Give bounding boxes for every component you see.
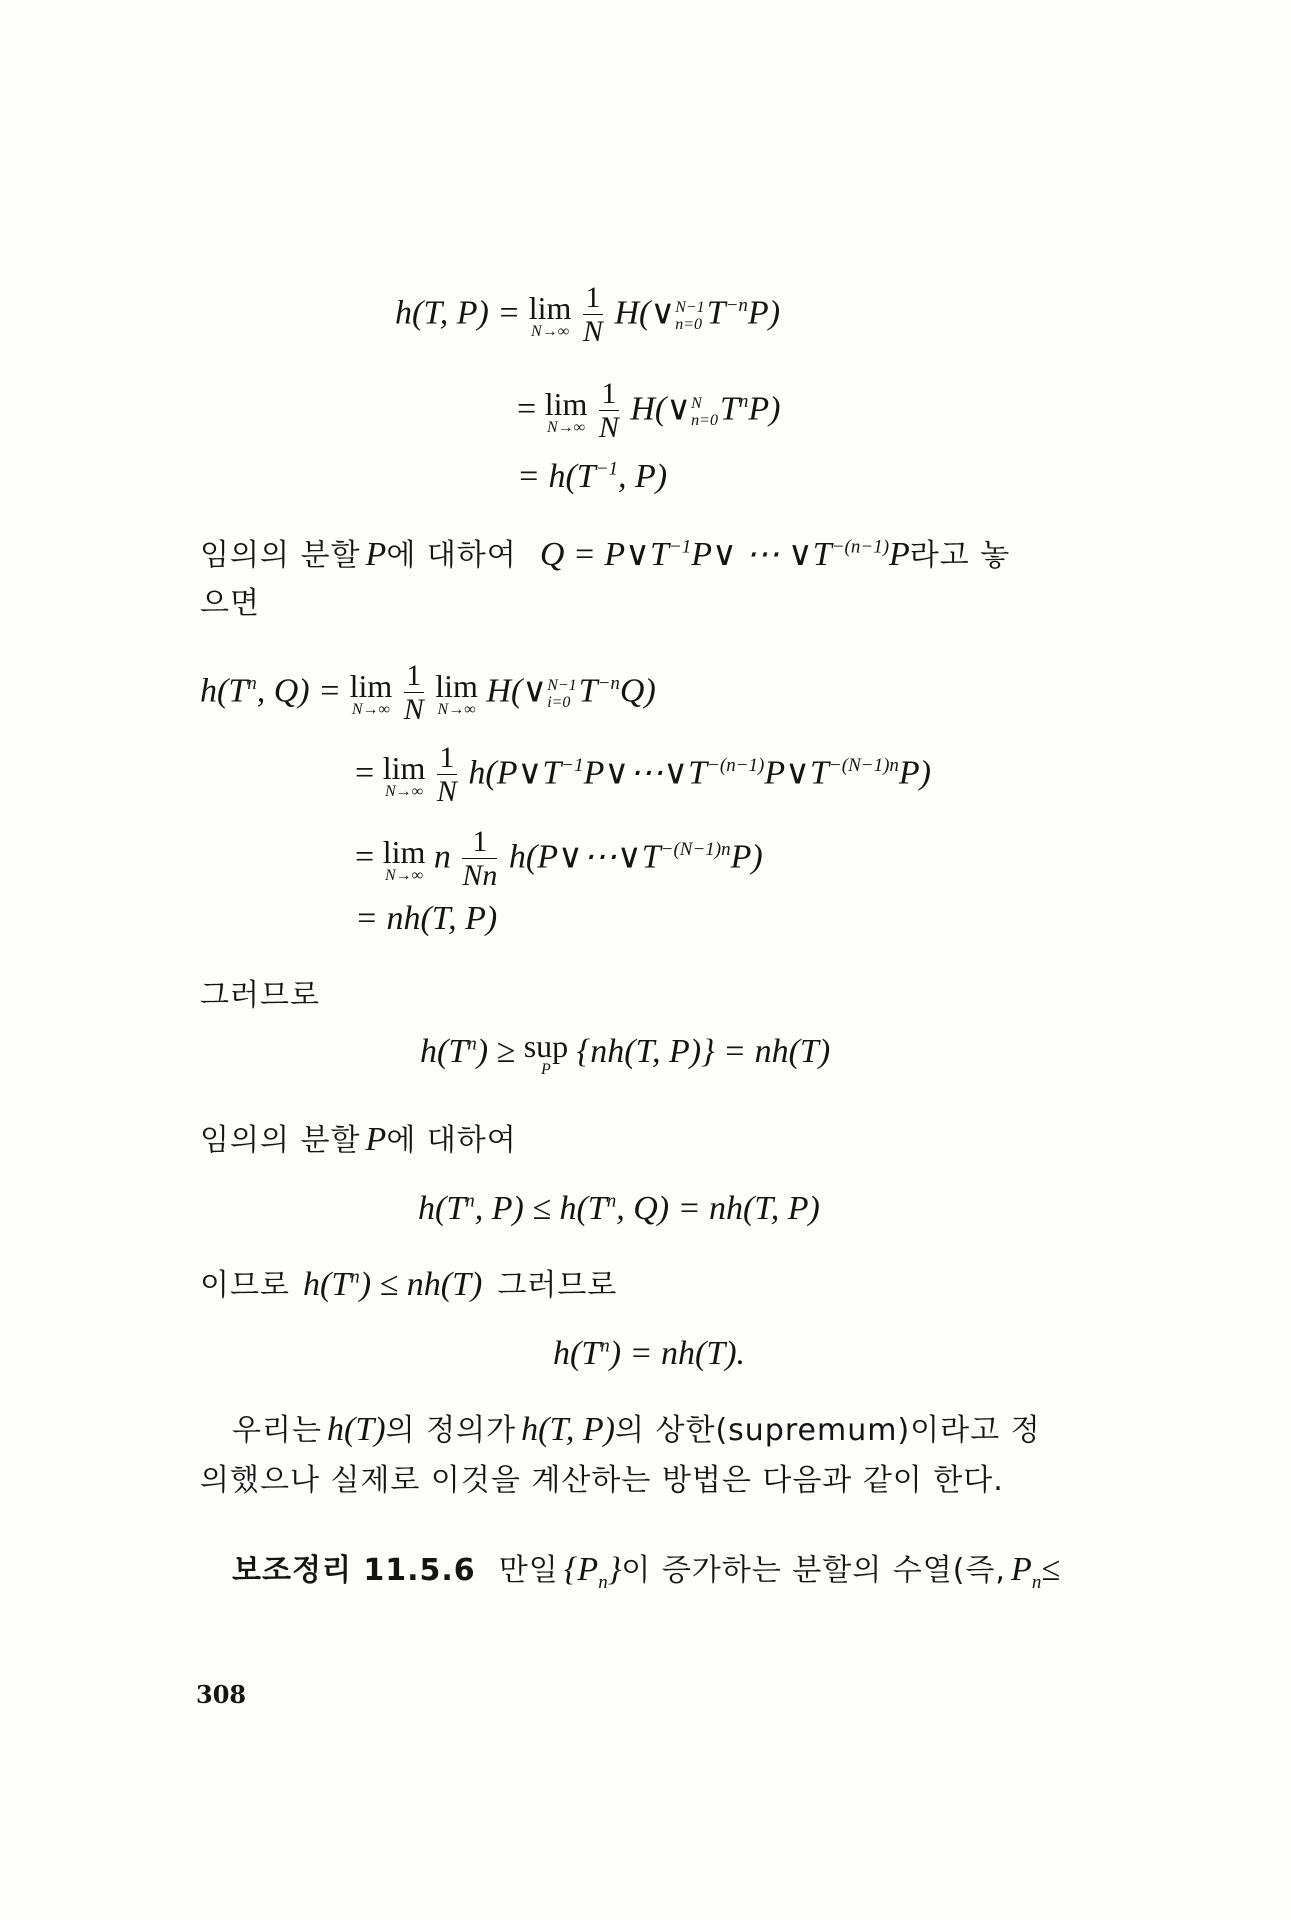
equation-1-line-3: = $h(T^{-1}$, P) <box>517 458 668 495</box>
lim-operator: lim N→∞ <box>544 385 588 436</box>
lim-operator: lim N→∞ <box>528 289 572 340</box>
lemma-label: 보조정리 11.5.6 <box>232 1553 476 1588</box>
text-paragraph-3: 임의의 분할 P에 대하여 <box>200 1121 517 1158</box>
text-paragraph-1-cont: 으면 <box>200 586 260 621</box>
paragraph-line-2: 의했으나 실제로 이것을 계산하는 방법은 다음과 같이 한다. <box>200 1463 1004 1498</box>
equation-2-line-2: = lim N→∞ $\frac{1}{N}$ $h(P\vee T^{-1}P\vee\cdots\vee T^{-(n-1)}P\vee T^{-(N-1)n}P)$ <box>355 741 931 808</box>
equation-5: $h(T^n) = nh(T)$. <box>553 1335 746 1372</box>
fraction: $\frac{1}{N}$ <box>598 377 619 444</box>
text-therefore-1: 그러므로 <box>200 978 320 1013</box>
text-paragraph-1: 임의의 분할 P에 대하여 $Q = P\vee T^{-1}P\vee$ ⋯ $\vee T^{-(n-1)}P$라고 놓 <box>200 536 1011 573</box>
equation-2-line-3: = lim N→∞ n $\frac{1}{Nn}$ $h(P\vee\cdots\vee T^{-(N-1)n}P)$ <box>355 825 763 892</box>
equation-4: $h(T^n$, $P) \le h(T^n$, Q) = nh(T, P) <box>418 1190 820 1227</box>
lemma-line: 보조정리 11.5.6 만일 $\{P_n\}$이 증가하는 분할의 수열(즉, $P_n\le$ <box>232 1551 1060 1593</box>
equation-2-line-4: = nh(T, P) <box>355 900 498 937</box>
equation-2-line-1: $h(T^n$, Q) = lim N→∞ $\frac{1}{N}$ lim N→∞ H(∨ N−1 i=0 $T^{-n}Q$) <box>200 659 656 726</box>
eq1-lhs: h(T, P) = <box>395 294 521 332</box>
text-paragraph-4: 이므로 $h(T^n) \le nh(T)$ 그러므로 <box>200 1266 618 1303</box>
paragraph-line-1: 우리는 h(T)의 정의가 h(T, P)의 상한(supremum)이라고 정 <box>232 1411 1041 1448</box>
equation-1-line-2: = lim N→∞ $\frac{1}{N}$ H(∨ N n=0 $T^nP$) <box>517 377 781 444</box>
fraction: $\frac{1}{N}$ <box>582 281 603 348</box>
equation-1-line-1: h(T, P) = lim N→∞ $\frac{1}{N}$ H(∨ N−1 n=0 $T^{-n}P$) <box>395 281 781 348</box>
page-number: 308 <box>196 1680 247 1709</box>
equation-3: $h(T^n)$ ≥ sup P {nh(T, P)} = nh(T) <box>420 1028 831 1078</box>
